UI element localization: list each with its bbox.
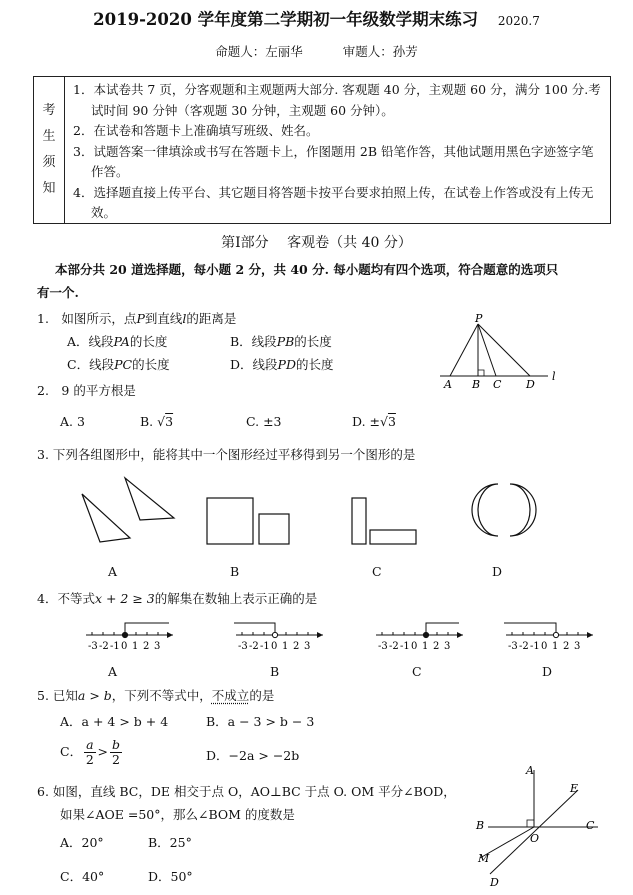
q2-stem: 2. 9 的平方根是 bbox=[37, 383, 136, 398]
number-line-arrow bbox=[587, 632, 593, 638]
tick-label: 2 bbox=[143, 641, 150, 652]
solution-bracket bbox=[234, 623, 275, 635]
segment-pc bbox=[478, 324, 496, 376]
side-char: 考 bbox=[42, 103, 56, 118]
label-a: A bbox=[444, 378, 452, 391]
rect-horizontal bbox=[370, 530, 416, 544]
tick-label: 2 bbox=[433, 641, 440, 652]
tick-label: -3 bbox=[238, 641, 248, 652]
tick-label: -3 bbox=[378, 641, 388, 652]
tick-label: 3 bbox=[304, 641, 311, 652]
notice-item: 1．本试卷共 7 页，分客观题和主观题两大部分. 客观题 40 分，主观题 60 分，满分 100 分.考试时间 90 分钟（客观题 30 分钟，主观题 60 分钟）。 bbox=[73, 82, 601, 118]
q1-figure bbox=[430, 312, 570, 392]
tick-label: 2 bbox=[563, 641, 570, 652]
q6-option-a[interactable]: A．20° bbox=[60, 835, 104, 850]
q6-stem: 6. 如图，直线 BC，DE 相交于点 O，AO⊥BC 于点 O. OM 平分∠BOD， bbox=[37, 784, 456, 799]
section-title: 第I部分 客观卷（共 40 分） bbox=[221, 235, 412, 251]
tick-label: -1 bbox=[400, 641, 410, 652]
q4-label-c[interactable]: C bbox=[412, 664, 422, 679]
q1-option-a[interactable]: A．线段PA的长度 bbox=[67, 334, 168, 349]
tick-label: -2 bbox=[249, 641, 259, 652]
crescent-right bbox=[510, 484, 536, 536]
q2-option-c[interactable]: C. ±3 bbox=[246, 414, 282, 429]
q6-option-d[interactable]: D．50° bbox=[148, 869, 193, 884]
right-angle-mark bbox=[527, 820, 534, 827]
tick-label: 2 bbox=[293, 641, 300, 652]
segment-pa bbox=[450, 324, 478, 376]
label-b: B bbox=[476, 819, 485, 832]
label-b: B bbox=[472, 378, 481, 391]
label-c: C bbox=[586, 819, 595, 832]
triangle-1 bbox=[82, 494, 130, 542]
right-angle-mark bbox=[478, 370, 484, 376]
tick-label: 1 bbox=[282, 641, 289, 652]
q6-option-c[interactable]: C．40° bbox=[60, 869, 105, 884]
label-d: D bbox=[490, 876, 499, 889]
open-point bbox=[272, 632, 277, 637]
tick-label: 3 bbox=[154, 641, 161, 652]
notice-side-label bbox=[34, 77, 65, 223]
q3-label-a[interactable]: A bbox=[108, 564, 118, 579]
q4-label-b[interactable]: B bbox=[270, 664, 280, 679]
tick-label: 1 bbox=[132, 641, 139, 652]
exam-date: 2020.7 bbox=[497, 14, 540, 28]
open-point bbox=[553, 632, 558, 637]
q4-label-a[interactable]: A bbox=[108, 664, 118, 679]
authors-line bbox=[0, 42, 633, 60]
notice-item: 2．在试卷和答题卡上准确填写班级、姓名。 bbox=[73, 123, 319, 138]
q4-number-lines bbox=[80, 615, 610, 657]
label-m: M bbox=[478, 852, 490, 865]
side-char: 生 bbox=[42, 129, 56, 144]
tick-label: 3 bbox=[574, 641, 581, 652]
tick-label: 1 bbox=[552, 641, 559, 652]
label-c: C bbox=[493, 378, 502, 391]
q5-option-c[interactable]: C． $\frac{a}{2}$ > $\frac{b}{2}$ bbox=[60, 737, 121, 767]
q1-stem: 1. 如图所示，点P到直线l的距离是 bbox=[37, 311, 237, 326]
tick-label: -2 bbox=[389, 641, 399, 652]
q5-option-a[interactable]: A．a + 4 > b + 4 bbox=[60, 714, 169, 729]
number-line-arrow bbox=[317, 632, 323, 638]
tick-label: 1 bbox=[422, 641, 429, 652]
q6-option-b[interactable]: B．25° bbox=[148, 835, 192, 850]
q2-option-d[interactable]: D. ±√3 bbox=[352, 414, 396, 429]
square-small bbox=[259, 514, 289, 544]
q1-option-c[interactable]: C．线段PC的长度 bbox=[67, 357, 170, 372]
author-label: 命题人：左丽华 bbox=[215, 44, 303, 59]
q4-label-d[interactable]: D bbox=[542, 664, 553, 679]
label-o: O bbox=[530, 832, 540, 845]
tick-label: -2 bbox=[519, 641, 529, 652]
notice-item: 4．选择题直接上传平台、其它题目将答题卡按平台要求拍照上传，在试卷上作答或没有上传无效。 bbox=[73, 184, 594, 220]
q5-option-b[interactable]: B．a − 3 > b − 3 bbox=[206, 714, 315, 729]
segment-pd bbox=[478, 324, 530, 376]
solution-bracket bbox=[426, 623, 459, 635]
tick-label: 0 bbox=[121, 641, 128, 652]
q3-figures bbox=[70, 470, 570, 550]
q3-label-d[interactable]: D bbox=[492, 564, 503, 579]
closed-point bbox=[122, 632, 127, 637]
number-line-arrow bbox=[457, 632, 463, 638]
q4-stem: 4．不等式x + 2 ≥ 3的解集在数轴上表示正确的是 bbox=[37, 591, 318, 606]
tick-label: 0 bbox=[541, 641, 548, 652]
notice-box bbox=[33, 76, 611, 224]
section-instructions: 本部分共 20 道选择题，每小题 2 分，共 40 分. 每小题均有四个选项，符合题意的选项只 bbox=[55, 262, 559, 277]
q6-stem-cont: 如果∠AOE =50°，那么∠BOM 的度数是 bbox=[60, 807, 295, 822]
label-p: P bbox=[475, 312, 483, 325]
label-e: E bbox=[570, 782, 579, 795]
reviewer-label: 审题人：孙芳 bbox=[342, 44, 418, 59]
label-a: A bbox=[526, 764, 534, 777]
q1-option-d[interactable]: D．线段PD的长度 bbox=[230, 357, 334, 372]
notice-items bbox=[65, 77, 610, 223]
q2-option-a[interactable]: A. 3 bbox=[60, 414, 85, 429]
q6-figure bbox=[468, 762, 608, 892]
tick-label: 3 bbox=[444, 641, 451, 652]
q5-stem: 5. 已知a > b，下列不等式中，不成立的是 bbox=[37, 688, 275, 703]
tick-label: 0 bbox=[271, 641, 278, 652]
q3-label-c[interactable]: C bbox=[372, 564, 382, 579]
tick-label: -3 bbox=[508, 641, 518, 652]
q1-option-b[interactable]: B．线段PB的长度 bbox=[230, 334, 332, 349]
tick-label: -1 bbox=[260, 641, 270, 652]
page-title bbox=[0, 6, 633, 30]
q2-option-b[interactable]: B. √3 bbox=[140, 414, 174, 429]
q3-label-b[interactable]: B bbox=[230, 564, 240, 579]
tick-label: -1 bbox=[530, 641, 540, 652]
label-l: l bbox=[552, 370, 556, 383]
closed-point bbox=[423, 632, 428, 637]
section-instructions-cont: 有一个. bbox=[37, 285, 79, 300]
label-d: D bbox=[526, 378, 535, 391]
crescent-left bbox=[472, 484, 498, 536]
rect-vertical bbox=[352, 498, 366, 544]
tick-label: -3 bbox=[88, 641, 98, 652]
q3-stem: 3. 下列各组图形中，能将其中一个图形经过平移得到另一个图形的是 bbox=[37, 447, 416, 462]
side-char: 须 bbox=[42, 155, 56, 170]
number-line-arrow bbox=[167, 632, 173, 638]
side-char: 知 bbox=[42, 181, 56, 196]
tick-label: 0 bbox=[411, 641, 418, 652]
tick-label: -1 bbox=[110, 641, 120, 652]
notice-item: 3．试题答案一律填涂或书写在答题卡上，作图题用 2B 铅笔作答，其他试题用黑色字迹签字笔作答。 bbox=[73, 143, 594, 179]
exam-title: 2019-2020 学年度第二学期初一年级数学期末练习 bbox=[93, 10, 479, 29]
q5-option-d[interactable]: D．−2a > −2b bbox=[206, 748, 300, 763]
tick-label: -2 bbox=[99, 641, 109, 652]
triangle-2 bbox=[125, 478, 174, 520]
square-large bbox=[207, 498, 253, 544]
